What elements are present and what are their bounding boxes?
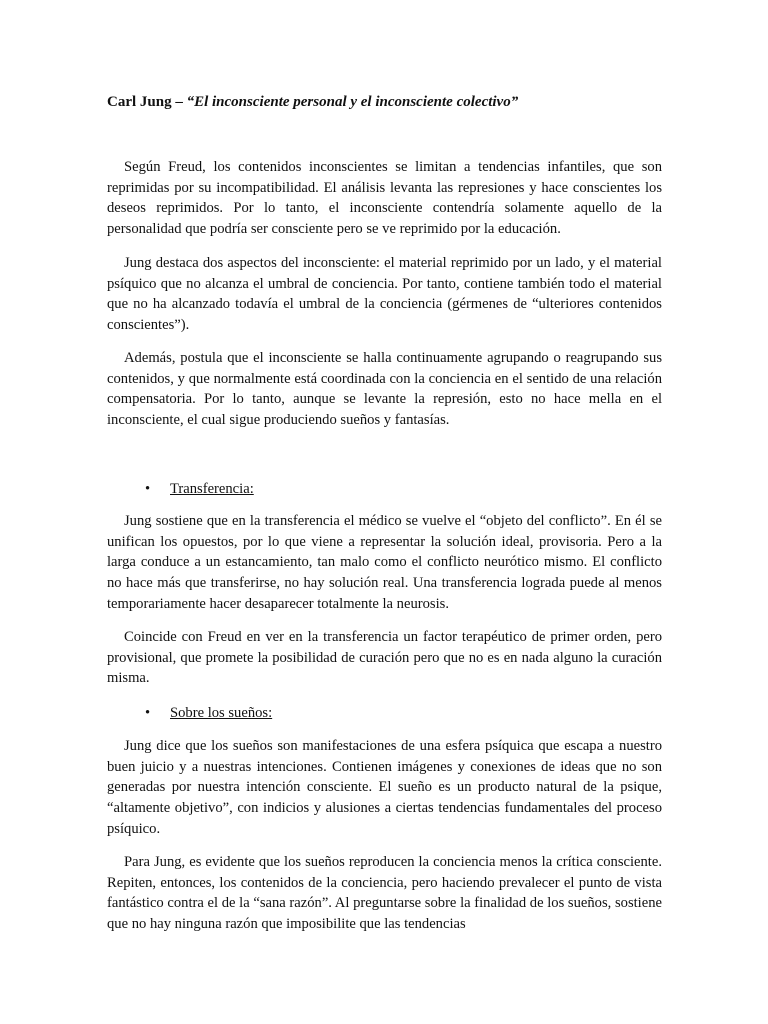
- bullet-suenos: [145, 703, 272, 723]
- bullet-label-suenos: Sobre los sueños:: [170, 705, 273, 721]
- bullet-symbol: •: [145, 705, 151, 721]
- document-title: [107, 92, 707, 112]
- bullet-label-transferencia: Transferencia:: [170, 481, 254, 497]
- bullet-symbol: •: [145, 481, 151, 497]
- title-work: “El inconsciente personal y el inconsciente colectivo”: [186, 94, 519, 110]
- paragraph-two-aspects: Jung destaca dos aspectos del inconsciente: el material reprimido por un lado, y el material psíquico que no alcanza el umbral de conciencia. Por tanto, contiene también todo el material que no ha alcanzado todavía el umbral de la conciencia (gérmenes de “ulteriores contenidos conscientes”).: [107, 255, 662, 334]
- paragraph-freud: Según Freud, los contenidos inconscientes se limitan a tendencias infantiles, que son reprimidas por su incompatibilidad. El análisis levanta las represiones y hace conscientes los deseos reprimidos. Por lo tanto, el inconsciente contendría solamente aquello de la personalidad que podría ser consciente pero se ve reprimido por la educación.: [107, 159, 662, 238]
- paragraph-transference: Jung sostiene que en la transferencia el médico se vuelve el “objeto del conflicto”. En él se unifican los opuestos, por lo que viene a representar la solución ideal, provisoria. Pero a la larga conduce a un estancamiento, tan malo como el conflicto neurótico mismo. El conflicto no hace más que transferirse, no hay solución real. Una transferencia lograda puede al menos temporariamente hacer desaparecer totalmente la neurosis.: [107, 513, 662, 612]
- bullet-transferencia: [145, 479, 254, 499]
- paragraph-dreams: Jung dice que los sueños son manifestaciones de una esfera psíquica que escapa a nuestro buen juicio y a nuestras intenciones. Contienen imágenes y conexiones de ideas que no son generadas por nuestra intención consciente. El sueño es un producto natural de la psique, “altamente objetivo”, con indicios y alusiones a ciertas tendencias fundamentales del proceso psíquico.: [107, 738, 662, 837]
- paragraph-dreams-function: Para Jung, es evidente que los sueños reproducen la conciencia menos la crítica consciente. Repiten, entonces, los contenidos de la conciencia, pero haciendo prevalecer el punto de vista fantástico contra el de la “sana razón”. Al preguntarse sobre la finalidad de los sueños, sostiene que no hay ninguna razón que imposibilite que las tendencias: [107, 854, 662, 933]
- title-author: Carl Jung –: [107, 94, 183, 110]
- paragraph-grouping: Además, postula que el inconsciente se halla continuamente agrupando o reagrupando sus contenidos, y que normalmente está coordinada con la conciencia en el sentido de una relación compensatoria. Por lo tanto, aunque se levante la represión, esto no hace mella en el inconsciente, el cual sigue produciendo sueños y fantasías.: [107, 350, 662, 429]
- paragraph-coincide: Coincide con Freud en ver en la transferencia un factor terapéutico de primer orden, pero provisional, que promete la posibilidad de curación pero que no es en nada alguno la curación misma.: [107, 629, 662, 687]
